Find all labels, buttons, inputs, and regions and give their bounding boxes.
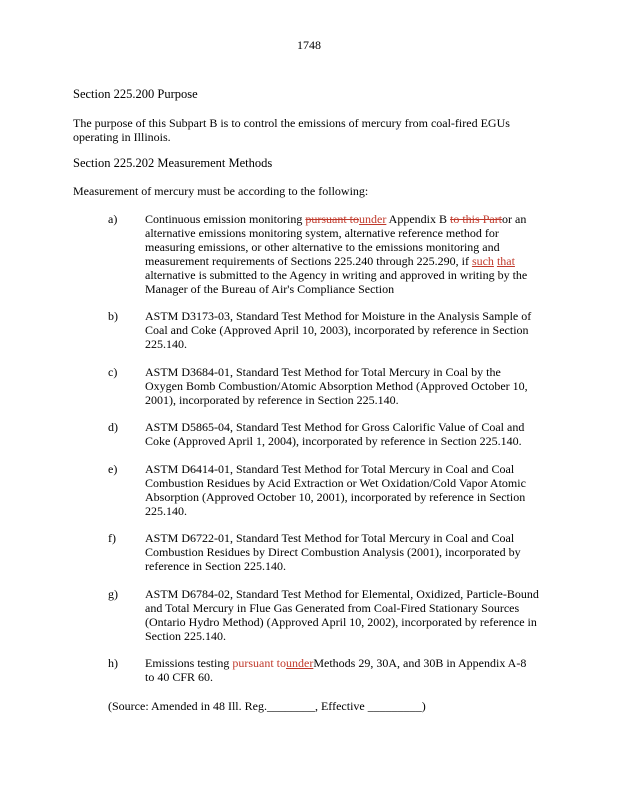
item-text	[145, 365, 548, 407]
item-line: ASTM D3173-03, Standard Test Method for Moisture in the Analysis Sample of	[145, 309, 532, 323]
item-label: b)	[108, 309, 118, 323]
item-label: g)	[108, 587, 118, 601]
inserted-text: pursuant to	[232, 656, 287, 670]
item-line: alternative is submitted to the Agency in writing and approved in writing by the	[145, 268, 528, 282]
item-line: alternative emissions monitoring system, alternative reference method for	[145, 226, 499, 240]
item-text	[145, 309, 548, 351]
item-label: f)	[108, 531, 116, 545]
item-line: Oxygen Bomb Combustion/Atomic Absorption Method (Approved October 10,	[145, 379, 528, 393]
text-run: or an	[502, 212, 527, 226]
item-line: reference in Section 225.140.	[145, 559, 286, 573]
deleted-text: pursuant to	[305, 212, 360, 226]
item-label: d)	[108, 420, 118, 434]
item-line: Coke (Approved April 1, 2004), incorporated by reference in Section 225.140.	[145, 434, 522, 448]
inserted-text: such	[471, 254, 494, 268]
text-run: measurement requirements of Sections 225.240 through 225.290, if	[145, 254, 472, 268]
item-line: ASTM D6414-01, Standard Test Method for Total Mercury in Coal and Coal	[145, 462, 515, 476]
section-methods-heading: Section 225.202 Measurement Methods	[73, 156, 273, 170]
item-line: Section 225.140.	[145, 629, 226, 643]
inserted-text: under	[359, 212, 387, 226]
item-line: Manager of the Bureau of Air's Compliance Section	[145, 282, 395, 296]
item-line: 2001), incorporated by reference in Section 225.140.	[145, 393, 399, 407]
item-text	[145, 656, 548, 684]
source-note: (Source: Amended in 48 Ill. Reg.________, Effective _________)	[108, 699, 426, 713]
item-line: 225.140.	[145, 337, 187, 351]
item-label: e)	[108, 462, 118, 476]
item-line	[145, 212, 548, 226]
deleted-text: to this Part	[450, 212, 503, 226]
inserted-text: that	[496, 254, 515, 268]
item-label: c)	[108, 365, 118, 379]
item-text	[145, 420, 548, 448]
revised-text: under	[286, 656, 314, 670]
text-run: Methods 29, 30A, and 30B in Appendix A-8	[313, 656, 527, 670]
item-label: a)	[108, 212, 118, 226]
item-line: Absorption (Approved October 10, 2001), incorporated by reference in Section	[145, 490, 526, 504]
purpose-line-2: operating in Illinois.	[73, 130, 171, 144]
text-run: Appendix B	[386, 212, 451, 226]
item-line: measuring emissions, or other alternative to the emissions monitoring and	[145, 240, 500, 254]
item-line	[145, 254, 548, 268]
text-run: Emissions testing	[145, 656, 233, 670]
item-line: Coal and Coke (Approved April 10, 2003), incorporated by reference in Section	[145, 323, 529, 337]
item-line: 225.140.	[145, 504, 187, 518]
item-line: and Total Mercury in Flue Gas Generated from Coal-Fired Stationary Sources	[145, 601, 520, 615]
item-text	[145, 212, 548, 296]
page-number: 1748	[297, 38, 321, 52]
item-line: (Ontario Hydro Method) (Approved April 10, 2002), incorporated by reference in	[145, 615, 537, 629]
item-line	[145, 656, 548, 670]
section-purpose-heading: Section 225.200 Purpose	[73, 87, 198, 101]
item-text	[145, 587, 548, 643]
item-line: ASTM D5865-04, Standard Test Method for Gross Calorific Value of Coal and	[145, 420, 525, 434]
item-line: ASTM D6722-01, Standard Test Method for Total Mercury in Coal and Coal	[145, 531, 515, 545]
purpose-line-1: The purpose of this Subpart B is to control the emissions of mercury from coal-fired EGUs	[73, 116, 510, 130]
item-line: Combustion Residues by Acid Extraction or Wet Oxidation/Cold Vapor Atomic	[145, 476, 526, 490]
item-text	[145, 531, 548, 573]
item-text	[145, 462, 548, 518]
item-line: ASTM D6784-02, Standard Test Method for Elemental, Oxidized, Particle-Bound	[145, 587, 539, 601]
item-label: h)	[108, 656, 118, 670]
item-line: Combustion Residues by Direct Combustion Analysis (2001), incorporated by	[145, 545, 521, 559]
item-line: ASTM D3684-01, Standard Test Method for Total Mercury in Coal by the	[145, 365, 501, 379]
item-line: to 40 CFR 60.	[145, 670, 214, 684]
purpose-paragraph	[73, 116, 553, 144]
text-run: Continuous emission monitoring	[145, 212, 306, 226]
methods-intro: Measurement of mercury must be according to the following:	[73, 184, 369, 198]
